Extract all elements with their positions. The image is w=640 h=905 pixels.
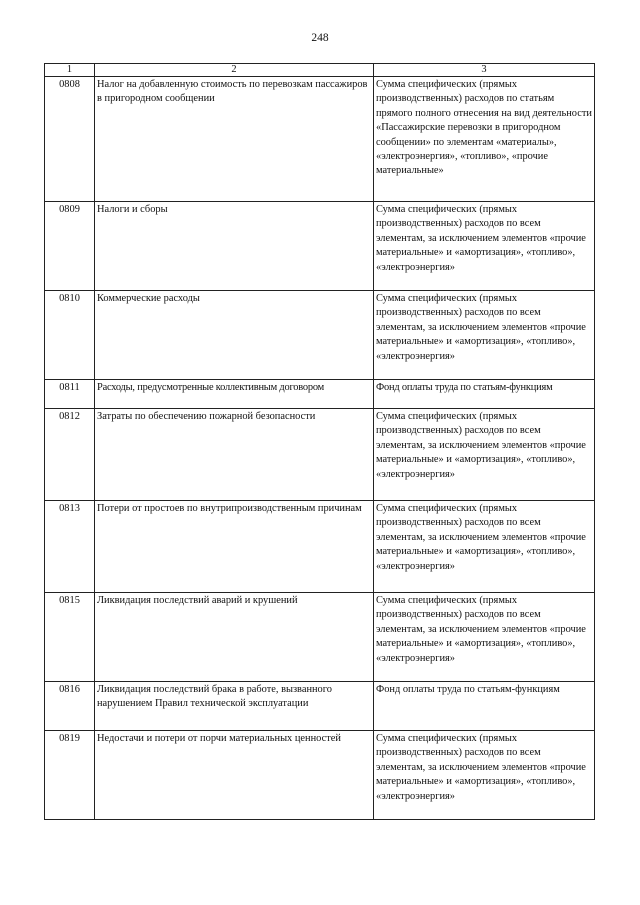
table-row: [45, 593, 595, 682]
table-row: [45, 501, 595, 593]
row-code: 0811: [45, 380, 95, 409]
row-basis: Сумма специфических (прямых производственных) расходов по всем элементам, за исключением элементов «прочие материальные» и «амортизация», «топливо», «электроэнергия»: [374, 202, 595, 291]
table-row: [45, 731, 595, 820]
row-name: Потери от простоев по внутрипроизводственным причинам: [95, 501, 374, 593]
row-basis: Сумма специфических (прямых производственных) расходов по всем элементам, за исключением элементов «прочие материальные» и «амортизация», «топливо», «электроэнергия»: [374, 731, 595, 820]
row-code: 0813: [45, 501, 95, 593]
row-name: Налоги и сборы: [95, 202, 374, 291]
row-code: 0815: [45, 593, 95, 682]
column-header-name: 2: [95, 64, 374, 77]
table-header-row: [45, 64, 595, 77]
table-row: [45, 291, 595, 380]
row-basis: Сумма специфических (прямых производственных) расходов по всем элементам, за исключением элементов «прочие материальные» и «амортизация», «топливо», «электроэнергия»: [374, 501, 595, 593]
row-code: 0816: [45, 682, 95, 731]
row-code: 0808: [45, 77, 95, 202]
row-code: 0810: [45, 291, 95, 380]
row-name: Расходы, предусмотренные коллективным договором: [95, 380, 374, 409]
row-basis: Фонд оплаты труда по статьям-функциям: [374, 682, 595, 731]
table-row: [45, 409, 595, 501]
row-basis: Сумма специфических (прямых производственных) расходов по всем элементам, за исключением элементов «прочие материальные» и «амортизация», «топливо», «электроэнергия»: [374, 593, 595, 682]
table-row: [45, 202, 595, 291]
row-name: Коммерческие расходы: [95, 291, 374, 380]
row-name: Налог на добавленную стоимость по перевозкам пассажиров в пригородном сообщении: [95, 77, 374, 202]
page-number: 248: [311, 32, 329, 44]
table-row: [45, 682, 595, 731]
column-header-code: 1: [45, 64, 95, 77]
column-header-basis: 3: [374, 64, 595, 77]
row-code: 0812: [45, 409, 95, 501]
cost-allocation-table: [44, 63, 595, 820]
row-code: 0819: [45, 731, 95, 820]
row-basis: Фонд оплаты труда по статьям-функциям: [374, 380, 595, 409]
row-basis: Сумма специфических (прямых производственных) расходов по всем элементам, за исключением элементов «прочие материальные» и «амортизация», «топливо», «электроэнергия»: [374, 409, 595, 501]
row-basis: Сумма специфических (прямых производственных) расходов по всем элементам, за исключением элементов «прочие материальные» и «амортизация», «топливо», «электроэнергия»: [374, 291, 595, 380]
row-name: Недостачи и потери от порчи материальных ценностей: [95, 731, 374, 820]
table-row: [45, 380, 595, 409]
row-name: Затраты по обеспечению пожарной безопасности: [95, 409, 374, 501]
row-name: Ликвидация последствий аварий и крушений: [95, 593, 374, 682]
row-name: Ликвидация последствий брака в работе, вызванного нарушением Правил технической эксплуатации: [95, 682, 374, 731]
row-code: 0809: [45, 202, 95, 291]
table-row: [45, 77, 595, 202]
row-basis: Сумма специфических (прямых производственных) расходов по статьям прямого полного отнесения на вид деятельности «Пассажирские перевозки в пригородном сообщении» по элементам «материалы», «электроэнергия», «топливо», «прочие материальные»: [374, 77, 595, 202]
